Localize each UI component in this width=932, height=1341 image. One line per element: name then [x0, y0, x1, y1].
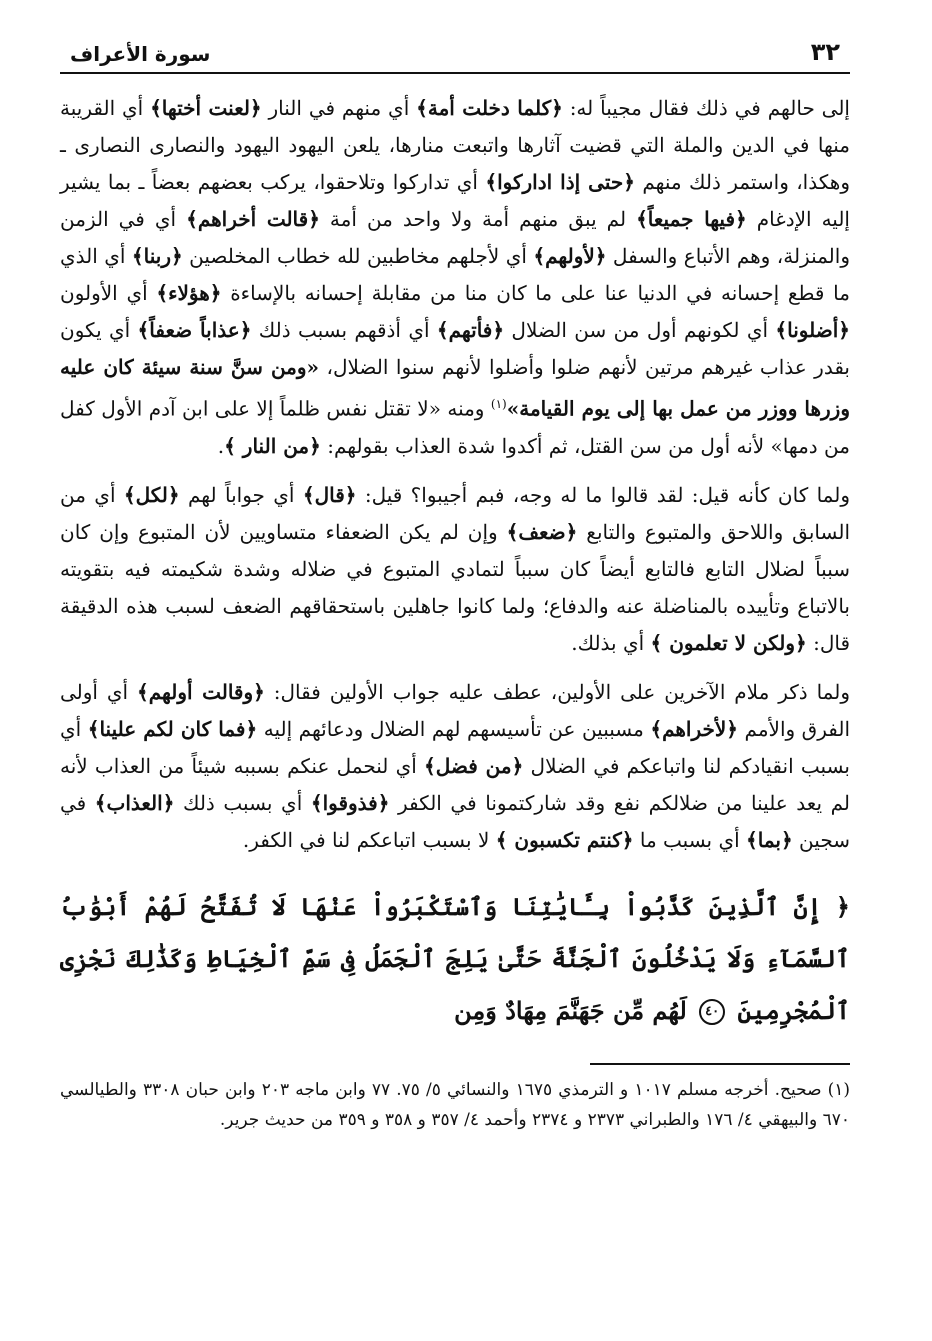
quran-quote: ﴿كلما دخلت أمة﴾	[416, 96, 563, 120]
quran-quote: ﴿قالت أخراهم﴾	[186, 207, 320, 231]
quran-quote: ﴿من فضل﴾	[424, 753, 524, 778]
quran-quote: ﴿بما﴾	[746, 827, 793, 852]
commentary-text: مسببين عن تأسيسهم لهم الضلال ودعائهم إليه	[257, 716, 651, 741]
commentary-text: أي الذي ما قطع إحسانه في الدنيا عنا على ما كان منا من مقابلة إحسانه بالإساءة	[60, 244, 850, 305]
quran-quote: ﴿أضلونا﴾	[775, 318, 851, 342]
commentary-text: أي تداركوا وتلاحقوا، يركب بعضهم بعضاً ـ بما يشير إليه الإدغام	[60, 170, 850, 231]
commentary-text: ومنه «لا تقتل نفس ظلماً إلا على ابن آدم الأول كفل من دمها» لأنه أول من سن القتل، ثم أكدوا شدة العذاب بقولهم:	[60, 396, 850, 458]
ayah-number-marker: ٤٠	[699, 999, 725, 1025]
commentary-text: في سجين	[60, 790, 850, 852]
commentary-paragraph	[60, 477, 850, 662]
quran-quote: ﴿حتى إذا اداركوا﴾	[485, 170, 635, 194]
quran-quote: ﴿فيها جميعاً﴾	[636, 207, 747, 231]
commentary-text: لم يبق منهم أمة ولا واحد من أمة	[319, 207, 637, 231]
commentary-text: أي بسبب انقيادكم لنا واتباعكم في الضلال	[60, 716, 850, 778]
quran-quote: ﴿لعنت أختها﴾	[150, 96, 262, 120]
quran-quote: ﴿كنتم تكسبون ﴾	[495, 827, 634, 852]
quran-quote: ﴿ولكن لا تعلمون ﴾	[650, 630, 807, 655]
quran-quote: ﴿ضعف﴾	[506, 519, 578, 544]
quran-quote: ﴿وقالت أولهم﴾	[137, 679, 265, 704]
commentary-text: أي منهم في النار	[261, 96, 417, 120]
commentary-text: أي أولى الفرق والأمم	[60, 679, 851, 741]
commentary-text: ولما ذكر ملام الآخرين على الأولين، عطف عليه جواب الأولين فقال:	[264, 679, 851, 704]
verse-text-continued: لَهُم مِّن جَهَنَّمَ مِهَادٌ وَمِن	[454, 995, 687, 1025]
commentary-text: أي لكونهم أول من سن الضلال	[504, 318, 776, 342]
quran-quote: ﴿ربنا﴾	[131, 244, 183, 268]
footnote-text: صحيح. أخرجه مسلم ١٠١٧ و الترمذي ١٦٧٥ والنسائي ٥/ ٧٥. ٧٧ وابن ماجه ٢٠٣ وابن حبان ٣٣٠٨ والطيالسي ٦٧٠ والبيهقي ٤/ ١٧٦ والطبراني ٢٣٧٣ و ٢٣٧٤ وأحمد ٤/ ٣٥٧ و ٣٥٨ و ٣٥٩ من حديث جرير.	[60, 1079, 850, 1130]
quran-quote: ﴿لأولهم﴾	[533, 244, 607, 268]
commentary-paragraph	[60, 674, 850, 859]
commentary-text: أي من السابق واللاحق والمتبوع والتابع	[60, 482, 850, 544]
commentary-text: أي بذلك.	[571, 630, 651, 655]
quran-quote: ﴿من النار ﴾	[224, 433, 321, 458]
surah-title: سورة الأعراف	[70, 42, 211, 66]
quran-quote: ﴿هؤلاء﴾	[156, 281, 222, 305]
quran-quote: «ومن سنَّ سنة سيئة كان عليه وزرها ووزر من عمل بها إلى يوم القيامة»	[60, 355, 850, 421]
footnote	[60, 1075, 850, 1135]
book-page	[60, 38, 850, 1135]
quran-quote: ﴿فما كان لكم علينا﴾	[87, 716, 258, 741]
commentary-text: أي يكون بقدر عذاب غيرهم مرتين لأنهم ضلوا وأضلوا لأنهم سنوا الضلال،	[60, 318, 851, 379]
commentary-paragraph	[60, 90, 850, 465]
quran-quote: ﴿قال﴾	[302, 482, 357, 507]
quran-quote: ﴿لأخراهم﴾	[650, 716, 739, 741]
quran-quote: ﴿فأتهم﴾	[436, 318, 505, 342]
commentary-text: أي القريبة منها في الدين والملة التي قضيت آثارها واتبعت منارها، يلعن اليهود اليهود والنصارى النصارى ـ وهكذا، واستمر ذلك منهم	[60, 96, 850, 194]
commentary-text: أي لأجلهم مخاطبين لله خطاب المخلصين	[182, 244, 534, 268]
quran-verse	[60, 881, 850, 1037]
footnote-marker: (١)	[827, 1079, 851, 1100]
footnote-divider	[590, 1063, 850, 1065]
commentary-text: أي الأولون	[60, 281, 157, 305]
verse-text: ﴿ إِنَّ ٱلَّذِينَ كَذَّبُواْ بِـَٔايَٰتِنَا وَٱسْتَكْبَرُواْ عَنْهَا لَا تُفَتَّحُ لَهُمْ أَبْوَٰبُ ٱلسَّمَآءِ وَلَا يَدْخُلُونَ ٱلْجَنَّةَ حَتَّىٰ يَلِجَ ٱلْجَمَلُ فِى سَمِّ ٱلْخِيَاطِ وَكَذَٰلِكَ نَجْزِى ٱلْمُجْرِمِينَ	[60, 891, 850, 1025]
commentary-text: ولما كان كأنه قيل: لقد قالوا ما له وجه، فبم أجيبوا؟ قيل:	[356, 482, 850, 507]
commentary-text: أي بسبب ذلك	[174, 790, 311, 815]
commentary-text: إلى حالهم في ذلك فقال مجيباً له:	[562, 96, 850, 120]
quran-quote: ﴿لكل﴾	[123, 482, 180, 507]
page-body	[60, 90, 850, 1135]
quran-quote: ﴿العذاب﴾	[94, 790, 175, 815]
commentary-text: .	[217, 433, 225, 458]
quran-quote: ﴿فذوقوا﴾	[310, 790, 390, 815]
commentary-text: أي جواباً لهم	[179, 482, 303, 507]
commentary-text: أي بسبب ما	[633, 827, 747, 852]
commentary-text: أي في الزمن والمنزلة، وهم الأتباع والسفل	[60, 207, 850, 268]
footnote-reference: (١)	[490, 397, 507, 411]
page-number: ٣٢	[810, 38, 840, 66]
commentary-text: وإن لم يكن الضعفاء متساويين لأن المتبوع وإن كان سبباً لضلال التابع فالتابع أيضاً كان سبباً لتمادي المتبوع في ضلاله وشدة شكيمته فيه بتقويته بالاتباع وتأييده بالمناضلة عنه والدفاع؛ ولما كانوا جاهلين باستحقاقهم الضعف لسبب هذه الدقيقة قال:	[60, 519, 850, 655]
commentary-text: لا بسبب اتباعكم لنا في الكفر.	[242, 827, 496, 852]
quran-quote: ﴿عذاباً ضعفاً﴾	[137, 318, 252, 342]
commentary-text: أي لنحمل عنكم بسببه شيئاً من العذاب لأنه لم يعد علينا من ضلالكم نفع وقد شاركتمونا في الكفر	[60, 753, 850, 815]
page-header	[60, 38, 850, 74]
commentary-text: أي أذقهم بسبب ذلك	[251, 318, 437, 342]
